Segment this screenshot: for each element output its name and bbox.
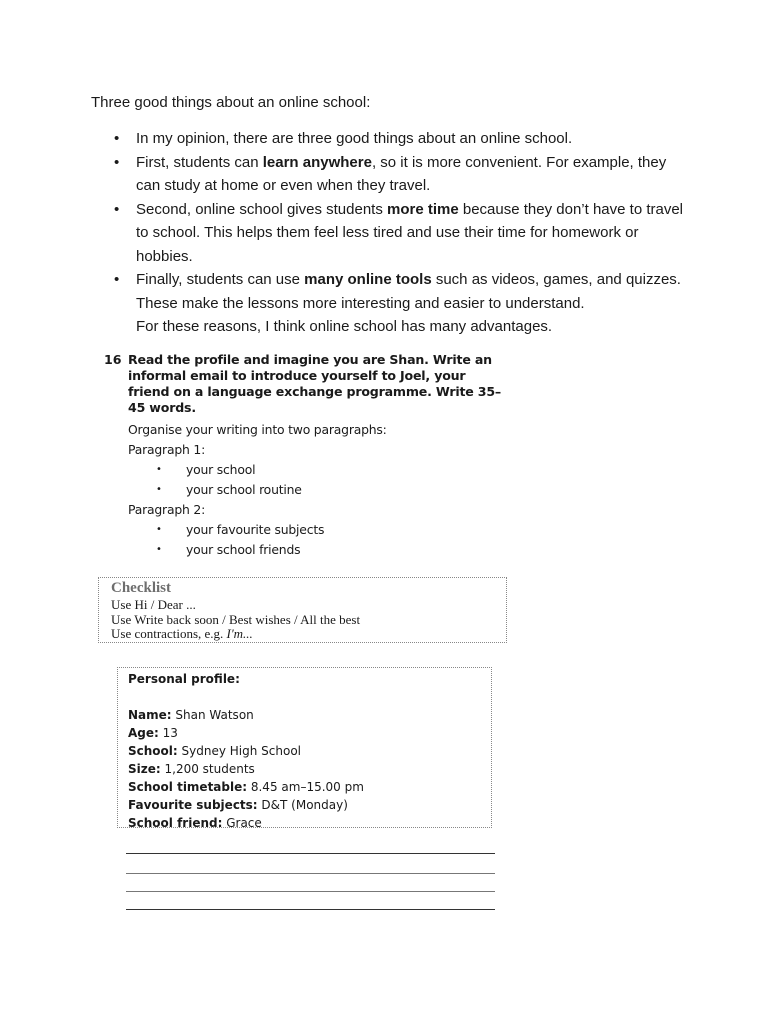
- bullet-dot: •: [156, 484, 162, 495]
- profile-row-subjects: [128, 796, 481, 814]
- bullet-text: In my opinion, there are three good things about an online school.: [136, 130, 573, 147]
- profile-spacer: [128, 688, 481, 706]
- profile-value: D&T (Monday): [257, 798, 348, 812]
- checklist-item: [111, 627, 494, 642]
- task-instruction-text: Read the profile and imagine you are Shan. Write an informal email to introduce yourself to Joel, your friend on a language exchange programme. Write 35–45 words.: [128, 352, 502, 415]
- bullet-item-more-time: [110, 198, 690, 269]
- item-text: your school: [186, 462, 256, 477]
- bullet-dot: •: [156, 544, 162, 555]
- profile-row-size: [128, 760, 481, 778]
- profile-value: Sydney High School: [177, 744, 301, 758]
- profile-value: 13: [158, 726, 178, 740]
- item-text: your school routine: [186, 482, 302, 497]
- bullet-item-anywhere: [110, 151, 690, 198]
- paragraph-2-item: [128, 540, 524, 560]
- answer-line[interactable]: [126, 891, 495, 892]
- profile-label: Favourite subjects:: [128, 798, 258, 812]
- bullet-text: , so it is more convenient. For example, they can study at home or even when they travel.: [136, 153, 667, 194]
- checklist-item-text: Use contractions, e.g.: [111, 626, 227, 641]
- bullet-text: because they don’t have to travel to school. This helps them feel less tired and use their time for homework or hobbies.: [136, 200, 684, 265]
- paragraph-1-label: Paragraph 1:: [128, 442, 206, 457]
- answer-line[interactable]: [126, 873, 495, 874]
- paragraph-2-label: Paragraph 2:: [128, 502, 206, 517]
- paragraph-2-item: [128, 520, 524, 540]
- bullet-dot: •: [156, 524, 162, 535]
- profile-label: School timetable:: [128, 780, 248, 794]
- profile-row-age: [128, 724, 481, 742]
- personal-profile-box: [117, 667, 492, 828]
- closing-sentence: For these reasons, I think online school has many advantages.: [136, 318, 553, 335]
- bullet-dot: •: [156, 464, 162, 475]
- profile-value: Grace: [222, 816, 262, 830]
- bullet-dot: •: [114, 271, 120, 288]
- checklist-item-example: I'm...: [226, 626, 253, 641]
- profile-label: Size:: [128, 762, 161, 776]
- profile-label: Name:: [128, 708, 172, 722]
- bullet-item-online-tools: [110, 268, 690, 339]
- intro-bullet-list: [110, 127, 690, 339]
- writing-task: [104, 352, 524, 560]
- profile-value: 8.45 am–15.00 pm: [247, 780, 364, 794]
- bullet-dot: •: [114, 130, 120, 147]
- profile-label: Age:: [128, 726, 159, 740]
- bullet-bold-text: many online tools: [304, 271, 432, 288]
- bullet-bold-text: learn anywhere: [262, 153, 372, 171]
- answer-line[interactable]: [126, 853, 495, 854]
- item-text: your favourite subjects: [186, 522, 325, 537]
- bullet-dot: •: [114, 200, 120, 218]
- checklist-box: [98, 577, 507, 643]
- checklist-item: Use Write back soon / Best wishes / All the best: [111, 611, 361, 627]
- profile-row-friend: [128, 814, 481, 832]
- answer-line[interactable]: [126, 909, 495, 910]
- task-number: 16: [104, 352, 122, 367]
- checklist-item: Use Hi / Dear ...: [111, 597, 196, 612]
- bullet-text: Second, online school gives students: [136, 200, 387, 218]
- bullet-text: such as videos, games, and quizzes. These make the lessons more interesting and easier to understand.: [136, 271, 681, 312]
- profile-value: 1,200 students: [160, 762, 255, 776]
- organise-instruction: Organise your writing into two paragraphs:: [128, 422, 387, 437]
- item-text: your school friends: [186, 542, 301, 557]
- profile-value: Shan Watson: [171, 708, 254, 722]
- checklist-title: Checklist: [111, 580, 171, 596]
- bullet-text: Finally, students can use: [136, 271, 305, 288]
- paragraph-1-item: [128, 480, 524, 500]
- profile-row-school: [128, 742, 481, 760]
- profile-label: School:: [128, 744, 178, 758]
- intro-heading: Three good things about an online school:: [91, 94, 371, 111]
- profile-row-name: [128, 706, 481, 724]
- profile-label: School friend:: [128, 816, 223, 830]
- profile-title: Personal profile:: [128, 672, 240, 686]
- bullet-item-opinion: [110, 127, 690, 151]
- bullet-text: First, students can: [136, 153, 263, 171]
- bullet-dot: •: [114, 153, 120, 171]
- task-instruction: [104, 352, 524, 416]
- paragraph-1-item: [128, 460, 524, 480]
- profile-row-timetable: [128, 778, 481, 796]
- bullet-bold-text: more time: [387, 200, 459, 218]
- task-organisation: [128, 420, 524, 560]
